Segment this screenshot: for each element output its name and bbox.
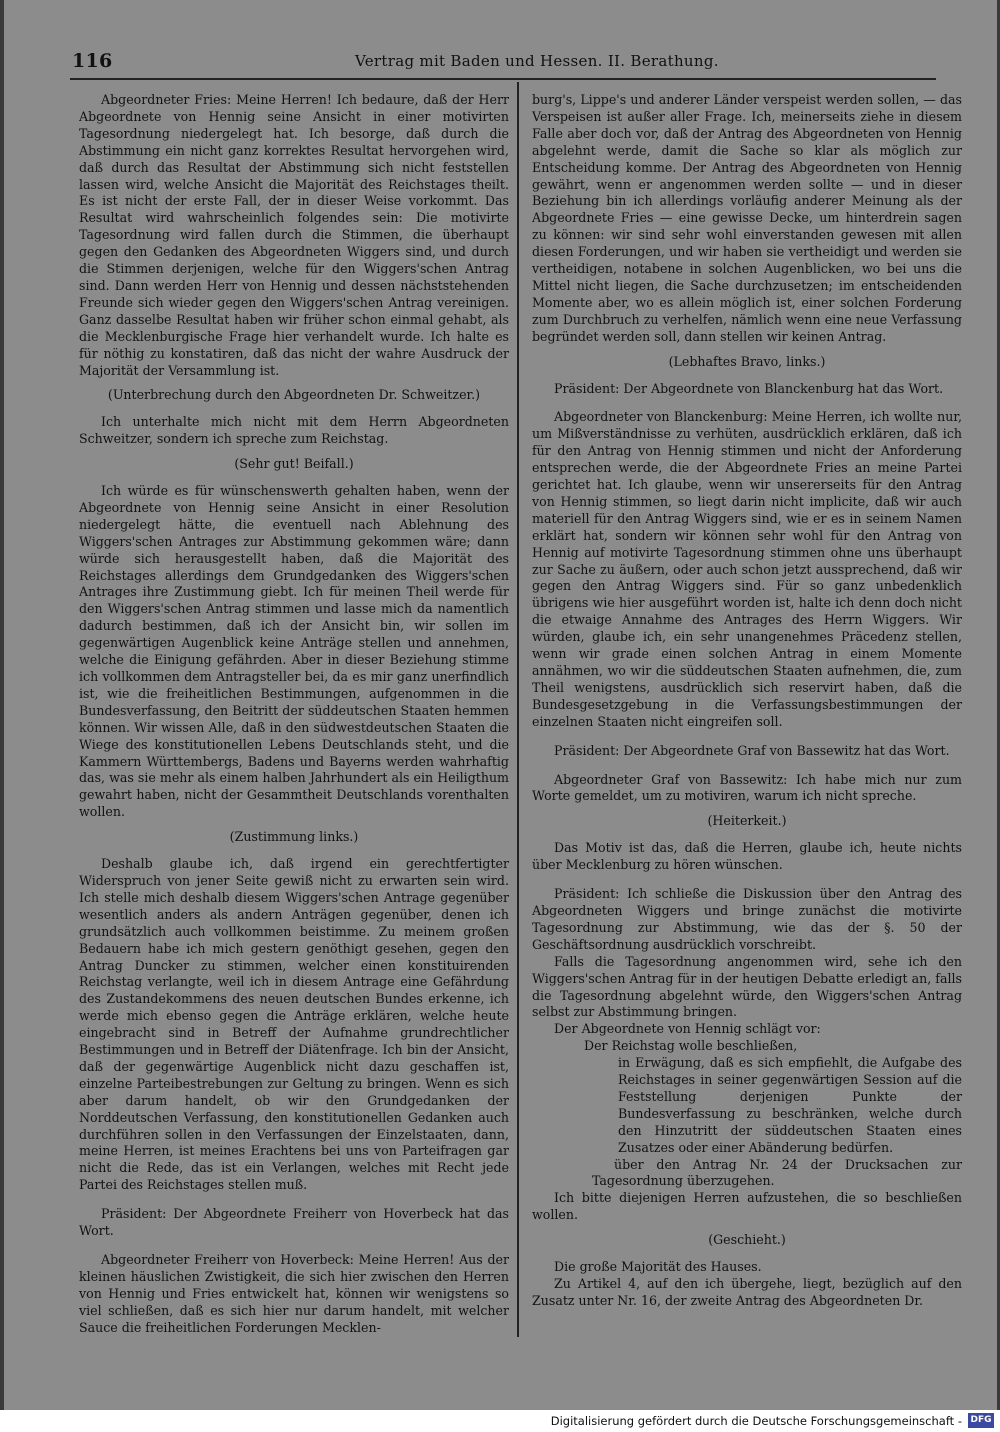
scan-edge-left (0, 0, 4, 1410)
interjection-bravo: (Lebhaftes Bravo, links.) (668, 353, 826, 369)
paragraph-motiv: Das Motiv ist das, daß die Herren, glaube ich, heute nichts über Mecklenburg zu hören wünschen. (532, 840, 962, 873)
paragraph-schweitzer-reply: Ich unterhalte mich nicht mit dem Herrn Abgeordneten Schweitzer, sondern ich spreche zum Reichstag. (79, 414, 509, 447)
left-column (79, 92, 509, 1342)
paragraph-praesident-abstimmung: Präsident: Ich schließe die Diskussion über den Antrag des Abgeordneten Wiggers und bringe zunächst die motivirte Tagesordnung zur Abstimmung, wie das der §. 50 der Geschäftsordnung ausdrücklich vorschreibt. (532, 886, 962, 952)
interjection-heiterkeit: (Heiterkeit.) (707, 813, 787, 829)
funding-credit: Digitalisierung gefördert durch die Deutsche Forschungsgemeinschaft - (550, 1414, 962, 1428)
footer-bar (0, 1410, 1000, 1432)
motion-resolution (562, 1157, 962, 1191)
right-column (532, 92, 962, 1342)
paragraph-majoritaet: Die große Majorität des Hauses. (554, 1259, 762, 1275)
paragraph-praesident-hoverbeck: Präsident: Der Abgeordnete Freiherr von Hoverbeck hat das Wort. (79, 1206, 509, 1239)
paragraph-blanckenburg-speech: Abgeordneter von Blanckenburg: Meine Herren, ich wollte nur, um Mißverständnisse zu verhüten, ausdrücklich erklären, daß ich für den Antrag von Hennig stimmen und nicht der Anforderung entsprechen werde, die der Abgeordnete Fries an meine Partei gerichtet hat. Ich glaube, wenn wir unsererseits für den Antrag von Hennig stimmen, so liegt darin nicht implicite, daß wir auch materiell für den Antrag Wiggers sind, wie er es in seinem Namen erklärt hat, sondern wir können sehr wohl für den Antrag von Hennig auf motivirte Tagesordnung stimmen ohne uns überhaupt zur Sache zu äußern, oder auch schon jetzt aussprechend, daß wir gegen den Antrag Wiggers sind. Für so ganz unbedenklich übrigens wie hier ausgeführt worden ist, halte ich denn doch nicht die etwaige Annahme des Antrages des Herrn Wiggers. Wir würden, glaube ich, ein sehr unangenehmes Präcedenz stellen, wenn wir grade einen solchen Antrag in einem Momente annähmen, wo wir die süddeutschen Staaten aufnehmen, die, zum Theil wenigstens, ausdrücklich sich reservirt haben, daß die Bundesgesetzgebung in die Verfassungsbestimmungen der einzelnen Staaten nicht eingreifen soll. (532, 409, 962, 729)
header-rule (70, 78, 936, 80)
paragraph-praesident-blanckenburg: Präsident: Der Abgeordnete von Blanckenburg hat das Wort. (554, 380, 944, 396)
running-title: Vertrag mit Baden und Hessen. II. Berathung. (355, 52, 719, 70)
paragraph-bitte: Ich bitte diejenigen Herren aufzustehen, die so beschließen wollen. (532, 1190, 962, 1223)
motion-erwaegung: in Erwägung, daß es sich empfiehlt, die Aufgabe des Reichstages in seiner gegenwärtigen Session auf die Feststellung derjenigen Punkte der Bundesverfassung zu beschränken, welche durch den Hinzutritt der süddeutschen Staaten eines Zusatzes oder einer Abänderung bedürfen. (618, 1055, 962, 1155)
motion-intro: Der Reichstag wolle beschließen, (584, 1038, 798, 1054)
paragraph-hoverbeck-speech: Abgeordneter Freiherr von Hoverbeck: Meine Herren! Aus der kleinen häuslichen Zwistigkeit, die sich hier zwischen den Herren von Hennig und Fries entwickelt hat, können wir wenigstens so viel schließen, daß es sich hier nur darum handelt, mit welcher Sauce die freiheitlichen Forderungen Mecklen- (79, 1252, 509, 1335)
interjection-sehr-gut: (Sehr gut! Beifall.) (234, 456, 354, 472)
motion-uebergang: über den Antrag Nr. 24 der Drucksachen zur Tagesordnung überzugehen. (592, 1156, 962, 1189)
running-head (60, 50, 940, 74)
paragraph-deshalb: Deshalb glaube ich, daß irgend ein gerechtfertigter Widerspruch von jener Seite gewiß nicht zu erwarten sein wird. Ich stelle mich deshalb diesem Wiggers'schen Antrage gegenüber wesentlich anders als andern Anträgen gegenüber, denen ich grundsätzlich auch vollkommen beistimme. Zu meinem großen Bedauern habe ich mich gestern genöthigt gesehen, gegen den Antrag Duncker zu stimmen, welcher einen konstituirenden Reichstag verlangte, weil ich in diesem Antrage eine Gefährdung des Zustandekommens des neuen deutschen Bundes erkenne, ich werde mich ebenso gegen die Anträge erklären, welche heute eingebracht sind in Betreff der Aufnahme grundrechtlicher Bestimmungen und in Betreff der Diätenfrage. Ich bin der Ansicht, daß der gegenwärtige Augenblick nicht dazu geschaffen ist, einzelne Parteibestrebungen zur Geltung zu bringen. Wenn es sich aber darum handelt, ob wir den Grundgedanken der Norddeutschen Verfassung, den konstitutionellen Gedanken auch durchführen sollen in den Verfassungen der Einzelstaaten, dann, meine Herren, ist meines Erachtens bei uns von Parteifragen gar nicht die Rede, das ist ein Verlangen, welches mit Recht jede Partei des Reichstages stellen muß. (79, 856, 509, 1193)
paragraph-artikel-4: Zu Artikel 4, auf den ich übergehe, liegt, bezüglich auf den Zusatz unter Nr. 16, der zweite Antrag des Abgeordneten Dr. (532, 1276, 962, 1308)
paragraph-hoverbeck-continued: burg's, Lippe's und anderer Länder verspeist werden sollen, — das Verspeisen ist außer aller Frage. Ich, meinerseits ziehe in diesem Falle aber doch vor, daß der Antrag des Abgeordneten von Hennig abgelehnt werde, damit die Sache so klar als möglich zur Entscheidung komme. Der Antrag des Abgeordneten von Hennig gewährt, wenn er angenommen werden sollte — und in dieser Beziehung bin ich allerdings vorläufig anderer Meinung als der Abgeordnete Fries — eine gewisse Decke, um hinterdrein sagen zu können: wir sind sehr wohl einverstanden gewesen mit allen diesen Forderungen, und wir haben sie vertheidigt und werden sie vertheidigen, notabene in solchen Augenblicken, wo bei uns die Mittel nicht liegen, die Sache durchzusetzen; im entscheidenden Momente aber, wo es allein möglich ist, einer solchen Forderung zum Durchbruch zu verhelfen, nämlich wenn eine neue Verfassung begründet werden soll, dann stellen wir keinen Antrag. (532, 92, 962, 344)
interjection-geschieht: (Geschieht.) (708, 1232, 786, 1248)
motion-considerations (562, 1055, 962, 1156)
paragraph-praesident-bassewitz: Präsident: Der Abgeordnete Graf von Bassewitz hat das Wort. (554, 742, 950, 758)
paragraph-bassewitz-speech: Abgeordneter Graf von Bassewitz: Ich habe mich nur zum Worte gemeldet, um zu motiviren, warum ich nicht spreche. (532, 771, 962, 804)
page-number: 116 (72, 50, 113, 72)
motion-block (532, 1038, 962, 1190)
interjection-zustimmung: (Zustimmung links.) (229, 829, 359, 845)
paragraph-fries-speech: Abgeordneter Fries: Meine Herren! Ich bedaure, daß der Herr Abgeordnete von Hennig seine Ansicht in einer motivirten Tagesordnung niedergelegt hat. Ich besorge, daß durch die Abstimmung ein nicht ganz korrektes Resultat hervorgehen wird, daß durch das Resultat der Abstimmung sich nicht feststellen lassen wird, welche Ansicht die Majorität des Reichstages theilt. Es ist nicht der erste Fall, der in dieser Weise vorkommt. Das Resultat wird wahrscheinlich folgendes sein: Die motivirte Tagesordnung wird fallen durch die Stimmen, die überhaupt gegen den Gedanken des Abgeordneten Wiggers sind, und durch die Stimmen derjenigen, welche für den Wiggers'schen Antrag sind. Dann werden Herr von Hennig und dessen nächststehenden Freunde sich wieder gegen den Wiggers'schen Antrag vereinigen. Ganz dasselbe Resultat haben wir früher schon einmal gehabt, als die Mecklenburgische Frage hier verhandelt wurde. Ich halte es für nöthig zu konstatiren, daß das nicht der wahre Ausdruck der Majorität der Versammlung ist. (79, 92, 509, 378)
dfg-logo-icon: DFG (968, 1413, 994, 1428)
paragraph-falls: Falls die Tagesordnung angenommen wird, sehe ich den Wiggers'schen Antrag für in der heutigen Debatte erledigt an, falls die Tagesordnung abgelehnt würde, den Wiggers'schen Antrag selbst zur Abstimmung bringen. (532, 953, 962, 1020)
interjection-unterbrechung: (Unterbrechung durch den Abgeordneten Dr. Schweitzer.) (107, 387, 481, 403)
paragraph-resolution: Ich würde es für wünschenswerth gehalten haben, wenn der Abgeordnete von Hennig seine Ansicht in einer Resolution niedergelegt hätte, die eventuell nach Ablehnung des Wiggers'schen Antrages zur Abstimmung gekommen wäre; dann würde sich herausgestellt haben, daß die Majorität des Reichstages allerdings dem Grundgedanken des Wiggers'schen Antrages ihre Zustimmung giebt. Ich für meinen Theil werde für den Wiggers'schen Antrag stimmen und lasse mich da namentlich dadurch bestimmen, daß ich der Ansicht bin, wir sollen im gegenwärtigen Augenblick keine Anträge stellen und annehmen, welche die Einigung gefährden. Aber in dieser Beziehung stimme ich vollkommen dem Antragsteller bei, da es mir ganz unerfindlich ist, wie die freiheitlichen Bestimmungen, aufgenommen in die Bundesverfassung, den Beitritt der süddeutschen Staaten hemmen können. Wir wissen Alle, daß in den südwestdeutschen Staaten die Wiege des konstitutionellen Lebens Deutschlands steht, und die Kammern Württembergs, Badens und Bayerns werden wahrhaftig das, was sie mehr als einem halben Jahrhundert als ein Heiligthum gewahrt haben, nicht der Gesammtheit Deutschlands vorenthalten wollen. (79, 483, 509, 820)
paragraph-vorschlag: Der Abgeordnete von Hennig schlägt vor: (554, 1021, 821, 1037)
column-rule (517, 82, 519, 1337)
